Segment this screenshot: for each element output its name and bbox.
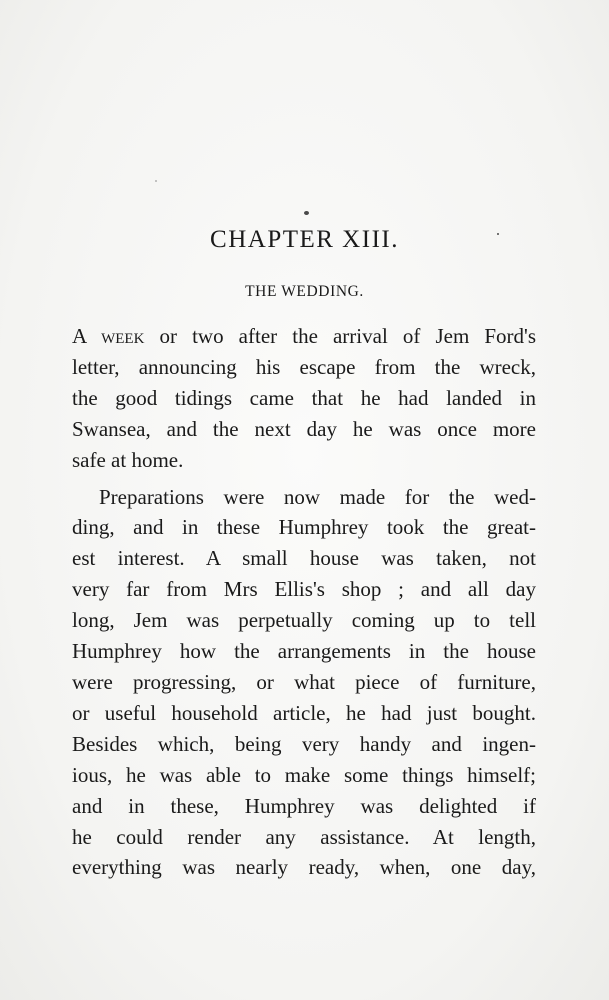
text-line: and in these, Humphrey was delighted if [72, 793, 536, 818]
text-line: Humphrey how the arrangements in the house [72, 639, 536, 664]
text-line: letter, announcing his escape from the wreck, [72, 354, 536, 379]
text-line: everything was nearly ready, when, one day, [72, 855, 536, 880]
text-line: he could render any assistance. At length, [72, 824, 536, 849]
chapter-title: CHAPTER XIII. [210, 226, 399, 253]
text-line: the good tidings came that he had landed in [72, 385, 536, 410]
chapter-body [72, 321, 536, 883]
text-line-fragment: or two after the arrival of Jem Ford's [144, 324, 537, 348]
ink-speck [155, 180, 157, 182]
paragraph-2 [72, 482, 536, 884]
text-line: long, Jem was perpetually coming up to tell [72, 608, 536, 633]
text-line: were progressing, or what piece of furniture, [72, 669, 536, 694]
text-line: Besides which, being very handy and ingen- [72, 731, 536, 756]
text-line: ding, and in these Humphrey took the great- [72, 515, 536, 540]
text-line: safe at home. [72, 447, 184, 472]
chapter-subtitle: THE WEDDING. [245, 283, 364, 300]
text-line: est interest. A small house was taken, not [72, 546, 536, 571]
text-line [72, 321, 536, 352]
text-line: Swansea, and the next day he was once more [72, 416, 536, 441]
text-line: Preparations were now made for the wed- [99, 484, 536, 509]
text-line: or useful household article, he had just bought. [72, 700, 536, 725]
opening-words: A week [72, 324, 145, 348]
paragraph-1 [72, 321, 536, 476]
text-line: ious, he was able to make some things himself; [72, 762, 536, 787]
ink-speck [304, 211, 309, 215]
text-line: very far from Mrs Ellis's shop ; and all day [72, 577, 536, 602]
